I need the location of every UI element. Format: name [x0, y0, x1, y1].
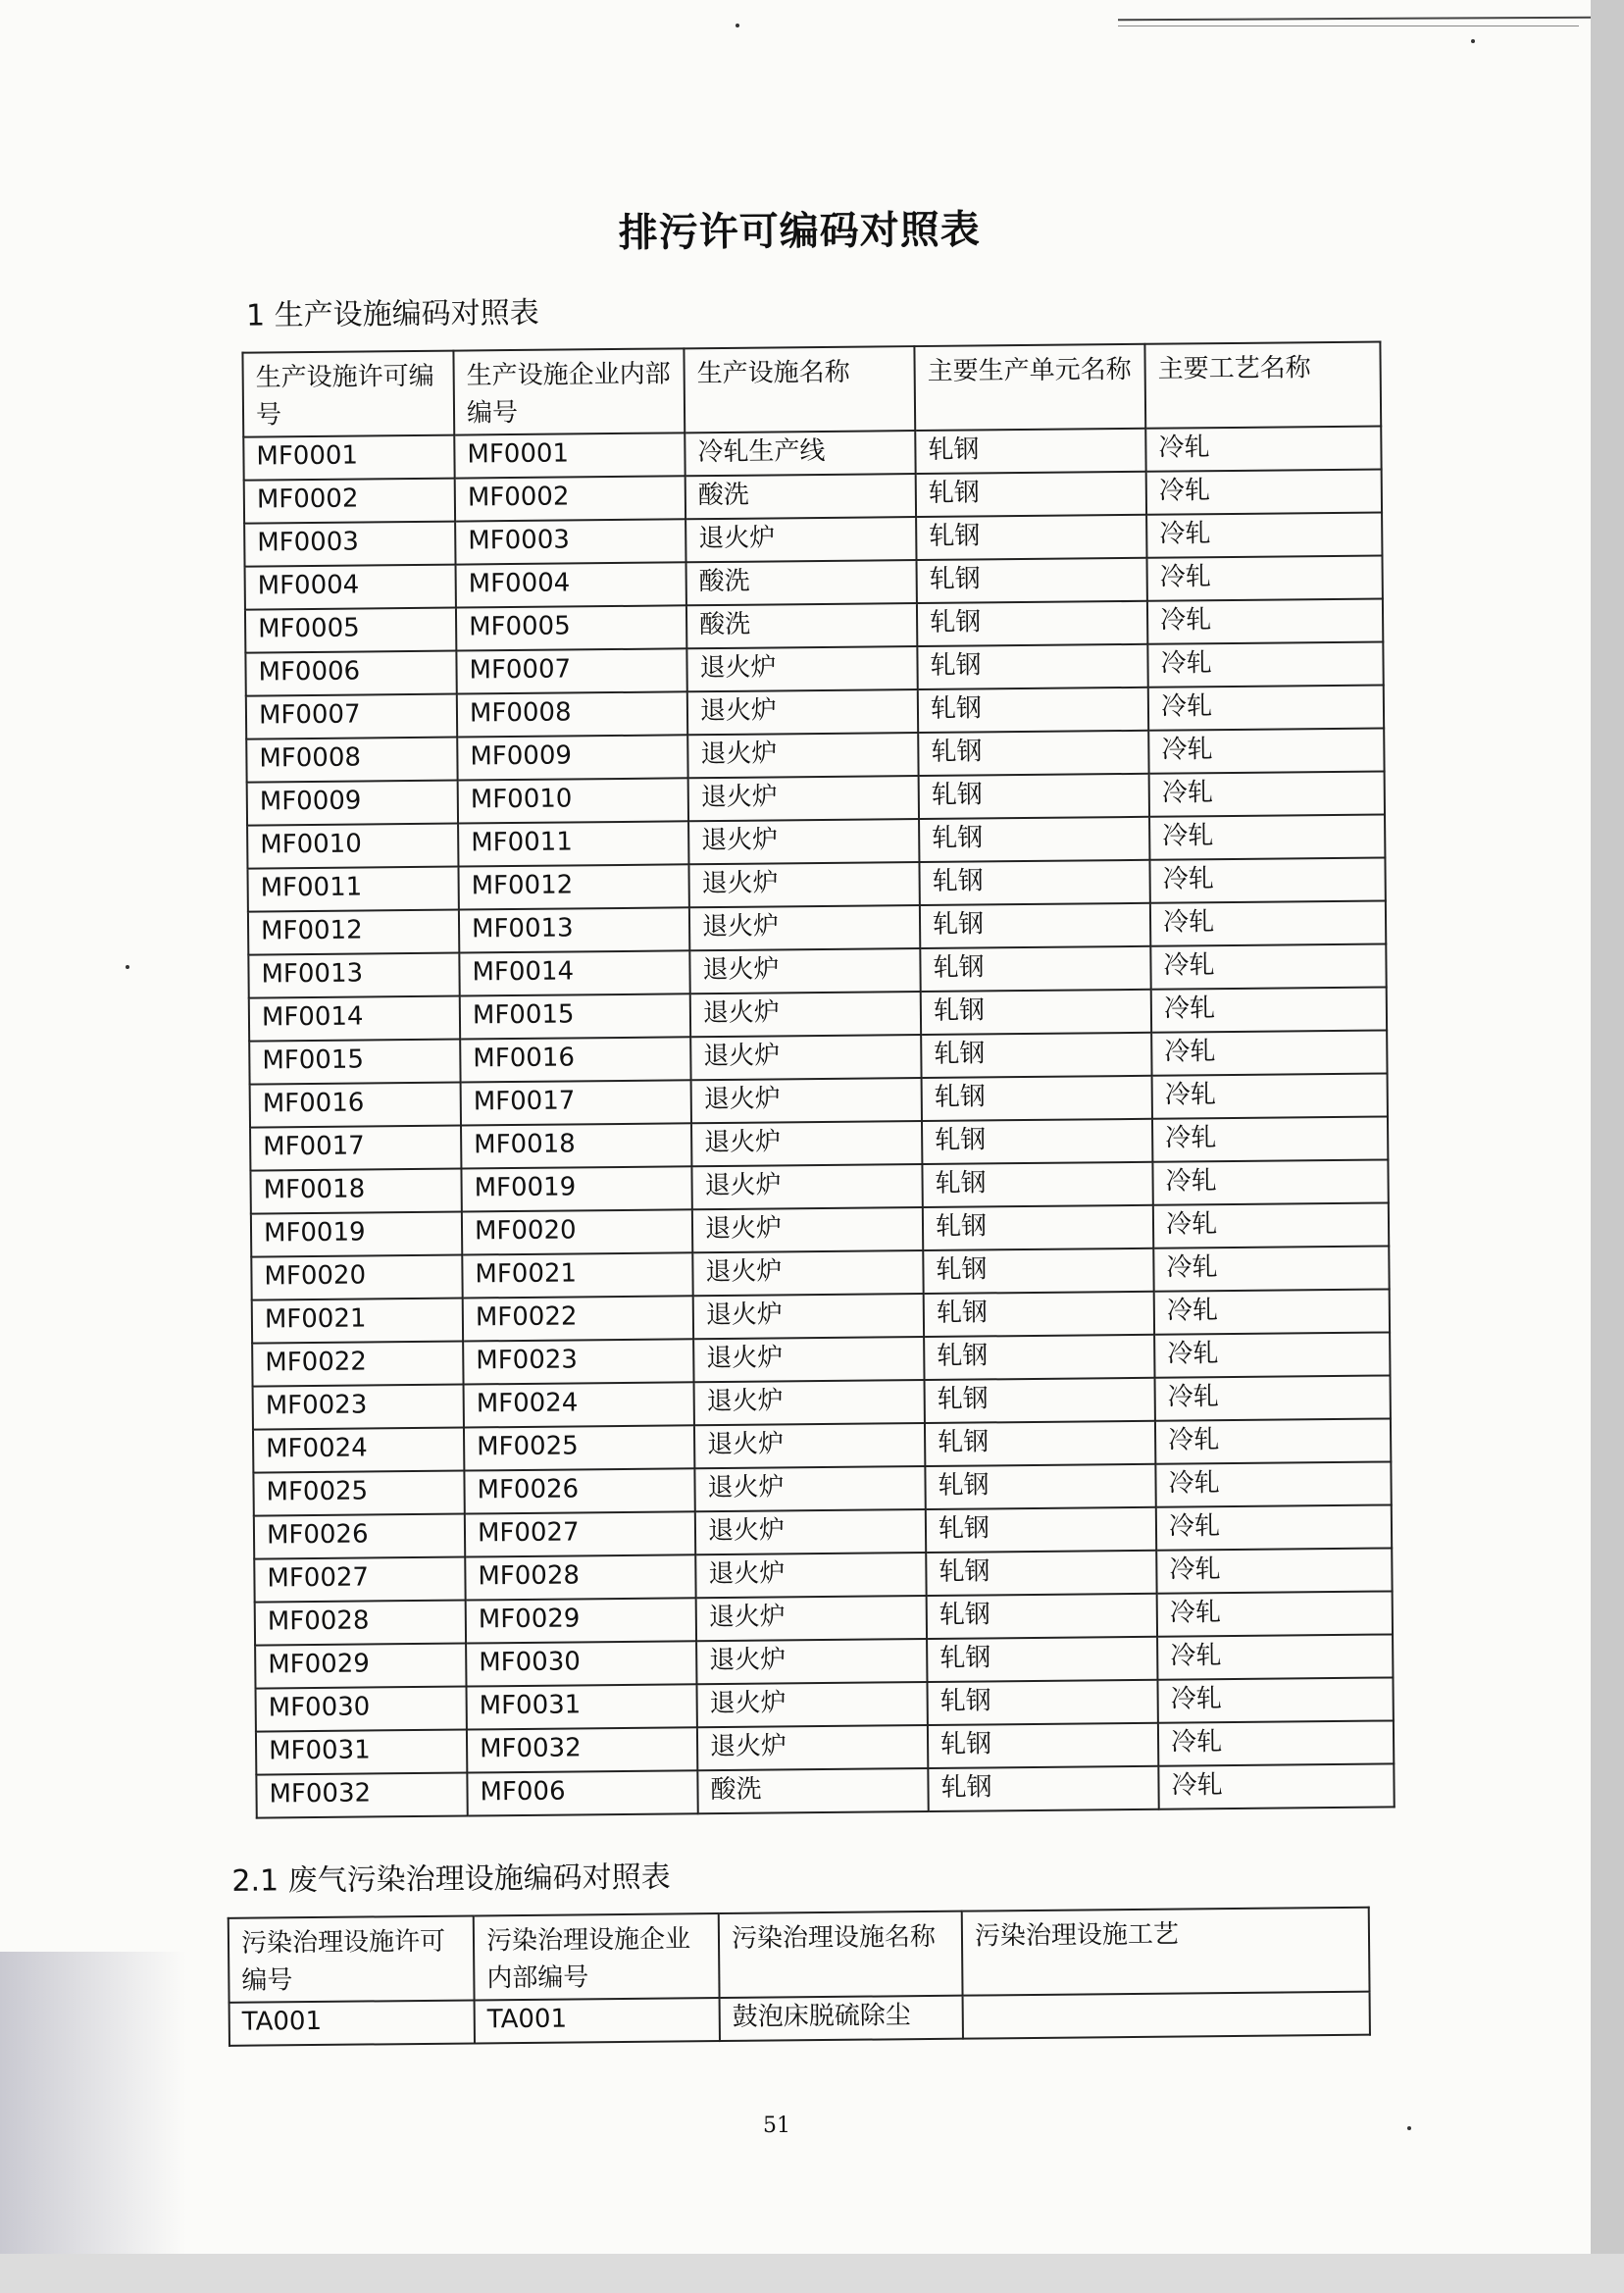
table-cell: 轧钢 [923, 1205, 1153, 1250]
table-cell: 冷轧 [1158, 1763, 1394, 1809]
table-cell: 退火炉 [692, 1250, 923, 1296]
table-cell: 轧钢 [927, 1594, 1157, 1639]
table-cell: 退火炉 [689, 948, 920, 994]
table-cell: MF0005 [456, 605, 686, 650]
table-cell: 轧钢 [916, 515, 1146, 560]
table-cell: MF0004 [456, 562, 686, 607]
section-heading-production: 1 生产设施编码对照表 [245, 295, 539, 333]
table-cell: MF0021 [462, 1252, 692, 1298]
table-cell: 冷轧 [1149, 857, 1385, 902]
table-cell: MF0006 [245, 651, 456, 696]
waste-gas-facility-table [228, 1907, 1371, 2047]
table-cell: 退火炉 [697, 1725, 928, 1770]
table-cell: 冷轧 [1157, 1634, 1393, 1679]
table-cell: MF0030 [466, 1641, 696, 1686]
table-cell: MF0013 [248, 953, 459, 998]
table-cell: 轧钢 [921, 990, 1151, 1035]
table-cell: 冷轧 [1146, 556, 1382, 601]
table-cell: 退火炉 [694, 1380, 925, 1425]
table-cell: TA001 [475, 1998, 720, 2043]
table-cell: 退火炉 [686, 646, 917, 691]
table-cell: 冷轧 [1149, 814, 1385, 859]
scan-speck [736, 24, 739, 27]
table-cell: MF0016 [460, 1037, 690, 1082]
table-cell: MF0026 [464, 1468, 694, 1513]
table-cell: 轧钢 [924, 1292, 1154, 1337]
table-cell: 轧钢 [919, 860, 1149, 905]
scan-speck [126, 965, 129, 969]
table-cell: MF0025 [464, 1425, 694, 1470]
table-cell: 轧钢 [926, 1551, 1156, 1596]
table-cell: MF0023 [463, 1339, 693, 1384]
scanner-bottom-margin [0, 2254, 1624, 2293]
table-cell: MF0014 [249, 996, 460, 1042]
table-cell: 冷轧 [1153, 1202, 1389, 1248]
scan-speck [1471, 39, 1475, 43]
table-cell: 酸洗 [686, 560, 917, 605]
table-cell: 冷轧 [1157, 1677, 1393, 1722]
column-header: 生产设施名称 [684, 346, 915, 433]
table-cell: 轧钢 [915, 429, 1145, 474]
table-cell: MF0031 [256, 1730, 467, 1775]
table-cell: 酸洗 [685, 474, 916, 519]
table-cell: 鼓泡床脱硫除尘 [720, 1996, 963, 2041]
table-cell: 轧钢 [923, 1248, 1153, 1294]
scan-artifact-line [1118, 17, 1591, 22]
table-cell: MF0026 [254, 1514, 465, 1559]
column-header: 污染治理设施名称 [719, 1911, 963, 1998]
table-cell: 轧钢 [928, 1766, 1158, 1811]
table-cell: MF0029 [255, 1644, 466, 1689]
table-cell: 轧钢 [919, 817, 1149, 862]
column-header: 污染治理设施企业内部编号 [474, 1913, 720, 2000]
table-cell: MF0002 [455, 476, 685, 521]
table-cell: MF0015 [460, 994, 690, 1039]
table-cell: 冷轧 [1154, 1332, 1390, 1377]
table-cell: 退火炉 [696, 1682, 927, 1727]
document-title: 排污许可编码对照表 [618, 207, 981, 256]
table-cell: MF0028 [255, 1601, 466, 1646]
table-cell: 冷轧 [1151, 1030, 1387, 1075]
column-header: 生产设施企业内部编号 [453, 348, 685, 434]
table-cell: MF0020 [462, 1209, 692, 1254]
table-cell: MF0001 [454, 433, 685, 478]
table-cell: MF0008 [457, 691, 687, 737]
table-cell: 退火炉 [691, 1121, 922, 1166]
table-cell: 冷轧 [1155, 1375, 1391, 1420]
table-cell: MF0008 [246, 738, 457, 783]
table-cell: 冷轧 [1154, 1289, 1390, 1334]
table-cell: MF0018 [250, 1169, 461, 1214]
table-cell: 退火炉 [685, 517, 916, 562]
table-cell: 轧钢 [925, 1378, 1155, 1423]
table-cell: 冷轧 [1158, 1720, 1394, 1765]
table-cell: 退火炉 [688, 862, 919, 907]
table-cell: 轧钢 [916, 558, 1146, 603]
table-cell: MF0011 [458, 821, 688, 866]
table-cell: 退火炉 [687, 733, 918, 778]
table-cell: 退火炉 [688, 776, 919, 821]
table-cell: 冷轧 [1155, 1461, 1391, 1506]
scan-speck [1407, 2126, 1411, 2130]
table-cell: 轧钢 [919, 774, 1149, 819]
table-cell: 退火炉 [692, 1207, 923, 1252]
table-cell: MF0009 [457, 735, 687, 780]
column-header: 污染治理设施工艺 [962, 1908, 1370, 1996]
table-cell: 轧钢 [927, 1680, 1157, 1725]
table-cell: 轧钢 [924, 1335, 1154, 1380]
table-cell: 轧钢 [927, 1637, 1157, 1682]
table-cell: MF0013 [459, 907, 689, 952]
table-cell: 轧钢 [920, 946, 1150, 992]
table-cell: MF0020 [251, 1255, 462, 1300]
table-cell: 轧钢 [922, 1119, 1152, 1164]
table-cell: 冷轧 [1150, 943, 1386, 989]
table-cell: TA001 [229, 2000, 475, 2045]
table-cell: 冷轧 [1148, 728, 1384, 773]
table-cell: 冷轧 [1153, 1246, 1389, 1291]
table-cell: 冷轧 [1147, 599, 1383, 644]
scan-smudge [0, 1952, 186, 2254]
table-cell: 轧钢 [918, 688, 1148, 733]
table-cell: MF0011 [247, 867, 458, 912]
table-cell: 退火炉 [695, 1509, 926, 1554]
table-cell: 冷轧 [1156, 1548, 1392, 1593]
table-cell: 冷轧生产线 [685, 431, 915, 476]
table-cell: MF0019 [251, 1212, 462, 1257]
scanner-edge-shadow [1591, 0, 1624, 2293]
table-cell: MF006 [467, 1770, 697, 1815]
table-cell: 轧钢 [920, 903, 1150, 948]
table-cell: 冷轧 [1148, 685, 1384, 730]
table-cell: 轧钢 [925, 1421, 1155, 1466]
table-cell: 退火炉 [694, 1466, 925, 1511]
table-cell: MF0014 [459, 950, 689, 995]
table-cell: 酸洗 [686, 603, 917, 648]
table-cell: MF0029 [466, 1598, 696, 1643]
table-cell: 冷轧 [1149, 771, 1385, 816]
column-header: 主要生产单元名称 [914, 344, 1145, 431]
table-cell: MF0017 [250, 1126, 461, 1171]
table-cell: 退火炉 [696, 1596, 927, 1641]
table-cell [963, 1992, 1370, 2039]
table-cell: 冷轧 [1157, 1591, 1393, 1636]
table-cell: 轧钢 [922, 1162, 1152, 1207]
table-cell: 冷轧 [1150, 900, 1386, 945]
table-cell: MF0027 [254, 1557, 465, 1603]
table-cell: 轧钢 [918, 731, 1148, 776]
column-header: 生产设施许可编号 [242, 351, 454, 437]
table-cell: 轧钢 [917, 644, 1147, 689]
table-cell: 退火炉 [689, 905, 920, 950]
table-cell: 退火炉 [693, 1294, 924, 1339]
table-cell: MF0002 [244, 479, 455, 524]
table-cell: 冷轧 [1155, 1418, 1391, 1463]
table-cell: MF0017 [461, 1080, 691, 1125]
table-cell: 退火炉 [695, 1553, 926, 1598]
table-cell: 冷轧 [1146, 470, 1382, 515]
table-cell: MF0028 [465, 1554, 695, 1600]
table-cell: 退火炉 [690, 992, 921, 1037]
table-cell: MF0012 [458, 864, 688, 909]
table-cell: MF0023 [253, 1385, 464, 1430]
document-body [206, 194, 1400, 2046]
table-cell: MF0027 [465, 1511, 695, 1556]
table-header-row [242, 342, 1381, 437]
table-cell: MF0022 [463, 1296, 693, 1341]
table-header-row [228, 1908, 1370, 2003]
table-cell: MF0010 [247, 824, 458, 869]
table-cell: 轧钢 [925, 1464, 1155, 1509]
scan-artifact-line [1118, 25, 1579, 26]
table-cell: 冷轧 [1152, 1159, 1388, 1204]
table-cell: MF0019 [461, 1166, 691, 1211]
table-cell: MF0016 [250, 1083, 461, 1128]
table-cell: MF0007 [456, 648, 686, 693]
section-heading-waste-gas: 2.1 废气污染治理设施编码对照表 [231, 1860, 671, 1899]
table-cell: MF0009 [247, 781, 458, 826]
table-cell: MF0012 [248, 910, 459, 955]
table-cell: MF0021 [252, 1299, 463, 1344]
table-cell: 冷轧 [1146, 513, 1382, 558]
table-cell: 退火炉 [694, 1423, 925, 1468]
table-cell: 退火炉 [693, 1337, 924, 1382]
table-cell: 退火炉 [690, 1035, 921, 1080]
table-cell: 冷轧 [1145, 427, 1381, 472]
table-cell: 轧钢 [928, 1723, 1158, 1768]
production-table-body [243, 427, 1394, 1818]
table-cell: MF0032 [467, 1727, 697, 1772]
table-cell: MF0025 [253, 1471, 464, 1516]
table-cell: 冷轧 [1147, 641, 1383, 687]
table-cell: 轧钢 [926, 1507, 1156, 1553]
page-number: 51 [763, 2114, 790, 2138]
table-cell: MF0007 [246, 694, 457, 739]
table-cell: 退火炉 [691, 1164, 922, 1209]
table-cell: 退火炉 [691, 1078, 922, 1123]
table-cell: 冷轧 [1152, 1116, 1388, 1161]
table-cell: 退火炉 [687, 689, 918, 735]
table-cell: 轧钢 [916, 472, 1146, 517]
table-cell: 冷轧 [1152, 1073, 1388, 1118]
table-cell: 冷轧 [1156, 1504, 1392, 1550]
table-cell: MF0004 [245, 565, 456, 610]
table-cell: 轧钢 [917, 601, 1147, 646]
table-cell: MF0031 [467, 1684, 697, 1729]
table-cell: MF0010 [458, 778, 688, 823]
table-cell: MF0030 [256, 1687, 467, 1732]
table-cell: MF0005 [245, 608, 456, 653]
table-cell: MF0003 [244, 522, 455, 567]
table-cell: 轧钢 [922, 1076, 1152, 1121]
column-header: 主要工艺名称 [1144, 342, 1381, 429]
table-cell: MF0018 [461, 1123, 691, 1168]
table-cell: MF0003 [455, 519, 685, 564]
table-cell: 退火炉 [696, 1639, 927, 1684]
table-cell: 轧钢 [921, 1033, 1151, 1078]
table-cell: 酸洗 [697, 1768, 928, 1813]
production-facility-table [241, 341, 1395, 1819]
table-cell: 冷轧 [1151, 987, 1387, 1032]
table-cell: MF0024 [464, 1382, 694, 1427]
table-cell: MF0015 [249, 1040, 460, 1085]
table-cell: MF0024 [253, 1428, 464, 1473]
table-cell: 退火炉 [688, 819, 919, 864]
column-header: 污染治理设施许可编号 [228, 1915, 475, 2002]
table-cell: MF0032 [256, 1773, 467, 1818]
table-cell: MF0001 [243, 435, 454, 481]
table-cell: MF0022 [252, 1342, 463, 1387]
